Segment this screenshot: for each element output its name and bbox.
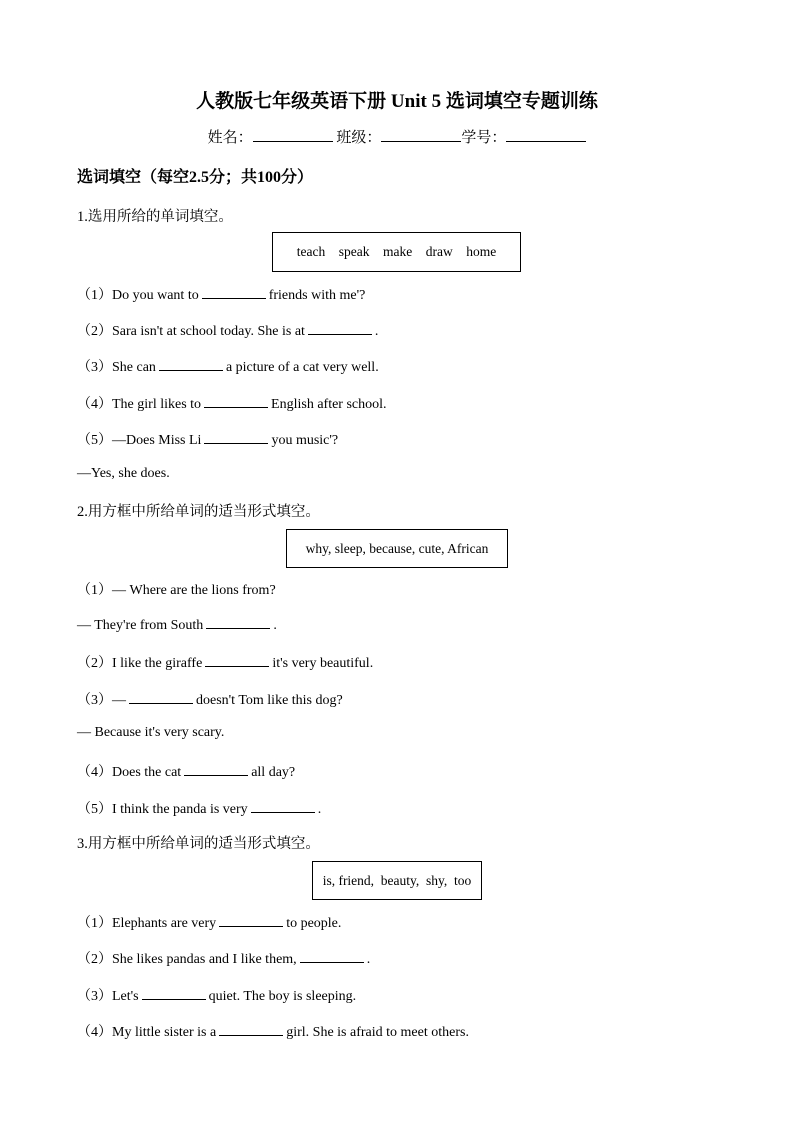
answer-blank[interactable] — [202, 286, 266, 299]
section-title: 选词填空（每空2.5分；共100分） — [77, 169, 314, 186]
answer-blank[interactable] — [300, 950, 364, 963]
class-blank[interactable] — [381, 127, 461, 142]
answer-blank[interactable] — [184, 763, 248, 776]
q2-word-box-text: why, sleep, because, cute, African — [305, 540, 489, 556]
answer-blank[interactable] — [219, 914, 283, 927]
q1-item-1: （1）Do you want to friends with me'? — [77, 288, 366, 303]
q2-item-1-answer: — They're from South . — [77, 618, 277, 633]
q1-item-5: （5）—Does Miss Li you music'? — [77, 433, 339, 448]
q1-word-box-text: teach speak make draw home — [296, 244, 497, 259]
q3-item-3: （3）Let's quiet. The boy is sleeping. — [77, 989, 357, 1004]
q2-item-3: （3）— doesn't Tom like this dog? — [77, 693, 343, 708]
answer-blank[interactable] — [204, 395, 268, 408]
name-label: 姓名： — [207, 130, 253, 146]
answer-blank[interactable] — [219, 1023, 283, 1036]
q3-item-1: （1）Elephants are very to people. — [77, 916, 342, 931]
q1-item-4: （4）The girl likes to English after school. — [77, 397, 387, 412]
q2-item-1: （1）— Where are the lions from? — [77, 583, 276, 598]
id-blank[interactable] — [506, 127, 586, 142]
q3-item-2: （2）She likes pandas and I like them, . — [77, 952, 371, 967]
q1-item-3: （3）She can a picture of a cat very well. — [77, 360, 379, 375]
q1-title: 1.选用所给的单词填空。 — [77, 209, 233, 225]
q3-word-box — [312, 861, 482, 900]
q2-title: 2.用方框中所给单词的适当形式填空。 — [77, 504, 320, 520]
q3-word-box-text: is, friend, beauty, shy, too — [322, 872, 472, 888]
q3-title: 3.用方框中所给单词的适当形式填空。 — [77, 836, 320, 852]
answer-blank[interactable] — [129, 691, 193, 704]
q2-item-3-answer: — Because it's very scary. — [77, 725, 225, 740]
q2-word-box — [286, 529, 508, 568]
q2-item-4: （4）Does the cat all day? — [77, 765, 296, 780]
answer-blank[interactable] — [159, 358, 223, 371]
q2-item-2: （2）I like the giraffe it's very beautiful. — [77, 656, 374, 671]
answer-blank[interactable] — [206, 616, 270, 629]
answer-blank[interactable] — [142, 987, 206, 1000]
q1-word-box — [272, 232, 521, 272]
page-title: 人教版七年级英语下册 Unit 5 选词填空专题训练 — [196, 91, 598, 112]
answer-blank[interactable] — [308, 322, 372, 335]
name-blank[interactable] — [253, 127, 333, 142]
q3-item-4: （4）My little sister is a girl. She is afraid to meet others. — [77, 1025, 469, 1040]
answer-blank[interactable] — [204, 431, 268, 444]
student-info-line — [0, 126, 794, 147]
q1-item-2: （2）Sara isn't at school today. She is at . — [77, 324, 379, 339]
q2-item-5: （5）I think the panda is very . — [77, 802, 322, 817]
id-label: 学号： — [461, 130, 507, 146]
class-label: 班级： — [336, 130, 382, 146]
q1-answer-line: —Yes, she does. — [77, 466, 170, 481]
answer-blank[interactable] — [251, 800, 315, 813]
answer-blank[interactable] — [205, 654, 269, 667]
